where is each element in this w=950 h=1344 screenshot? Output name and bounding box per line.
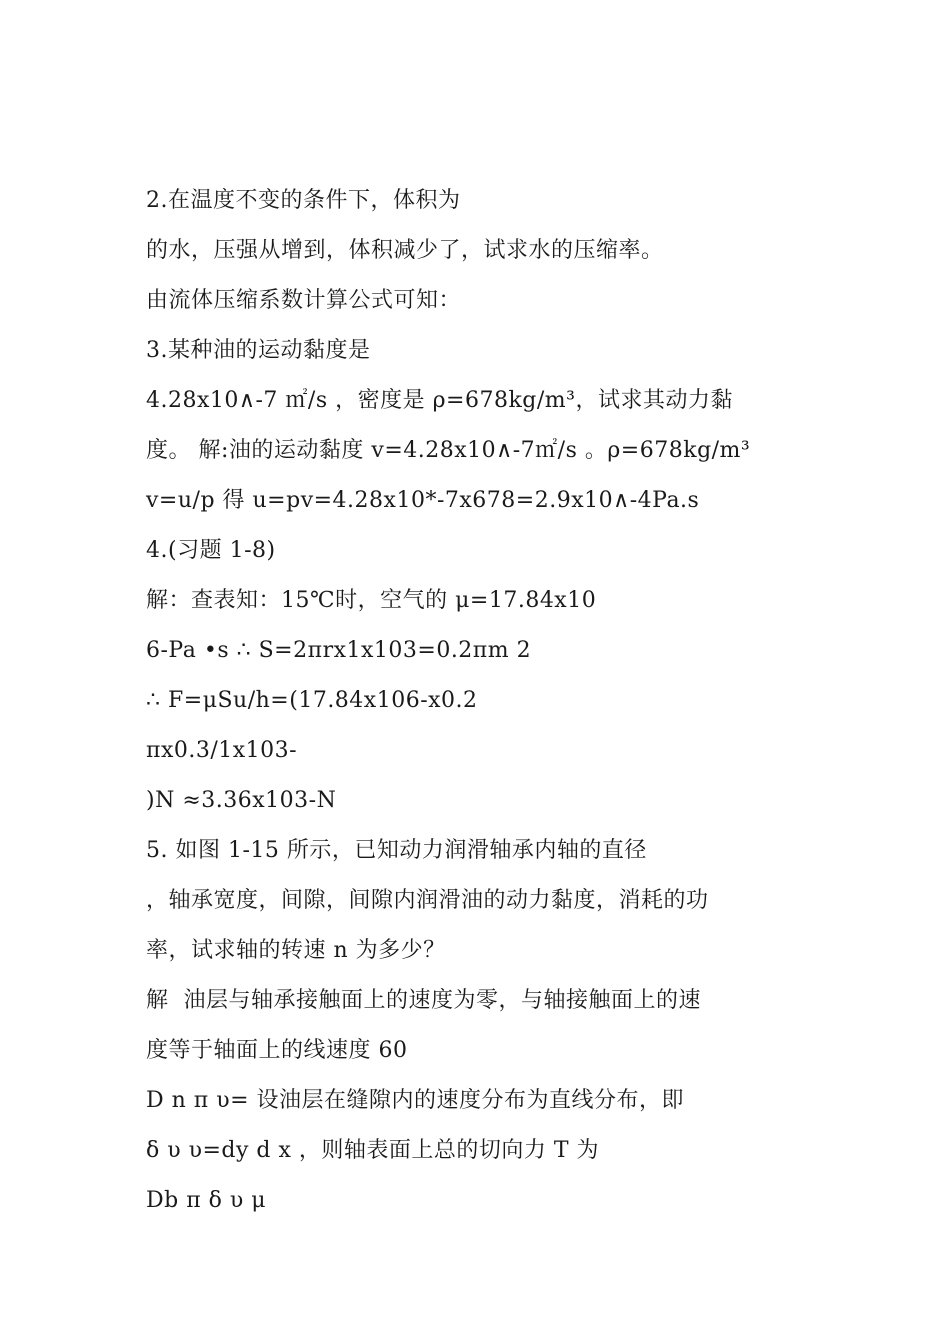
text-line: 的水，压强从增到，体积减少了，试求水的压缩率。 [146, 238, 664, 263]
text-line: D n π υ= 设油层在缝隙内的速度分布为直线分布，即 [146, 1088, 685, 1113]
text-line: 4.(习题 1-8) [146, 538, 276, 563]
text-line: 6-Pa •s ∴ S=2πrx1x103=0.2πm 2 [146, 638, 532, 663]
text-line: v=u/p 得 u=pv=4.28x10*-7x678=2.9x10∧-4Pa.s [146, 488, 700, 513]
text-line: )N ≈3.36x103-N [146, 788, 337, 813]
text-line: 2.在温度不变的条件下，体积为 [146, 188, 461, 213]
text-line: 度。 解:油的运动黏度 v=4.28x10∧-7㎡/s 。ρ=678kg/m³ [146, 438, 751, 463]
document-body [146, 185, 816, 1235]
text-line: 5. 如图 1-15 所示，已知动力润滑轴承内轴的直径 [146, 838, 647, 863]
text-line: 解：查表知：15℃时，空气的 μ=17.84x10 [146, 588, 597, 613]
text-line: ∴ F=μSu/h=(17.84x106-x0.2 [146, 688, 478, 713]
text-line: 率，试求轴的转速 n 为多少？ [146, 938, 446, 963]
text-line: δ υ υ=dy d x ，则轴表面上总的切向力 T 为 [146, 1138, 600, 1163]
text-line: 3.某种油的运动黏度是 [146, 338, 371, 363]
text-line: 4.28x10∧-7 ㎡/s ，密度是 ρ=678kg/m³，试求其动力黏 [146, 388, 733, 413]
text-line: πx0.3/1x103- [146, 738, 298, 763]
text-line: 度等于轴面上的线速度 60 [146, 1038, 408, 1063]
text-line: Db π δ υ μ [146, 1188, 267, 1213]
text-line: 解 油层与轴承接触面上的速度为零，与轴接触面上的速 [146, 988, 701, 1013]
text-line: 由流体压缩系数计算公式可知： [146, 288, 462, 313]
text-line: ，轴承宽度，间隙，间隙内润滑油的动力黏度，消耗的功 [146, 888, 709, 913]
